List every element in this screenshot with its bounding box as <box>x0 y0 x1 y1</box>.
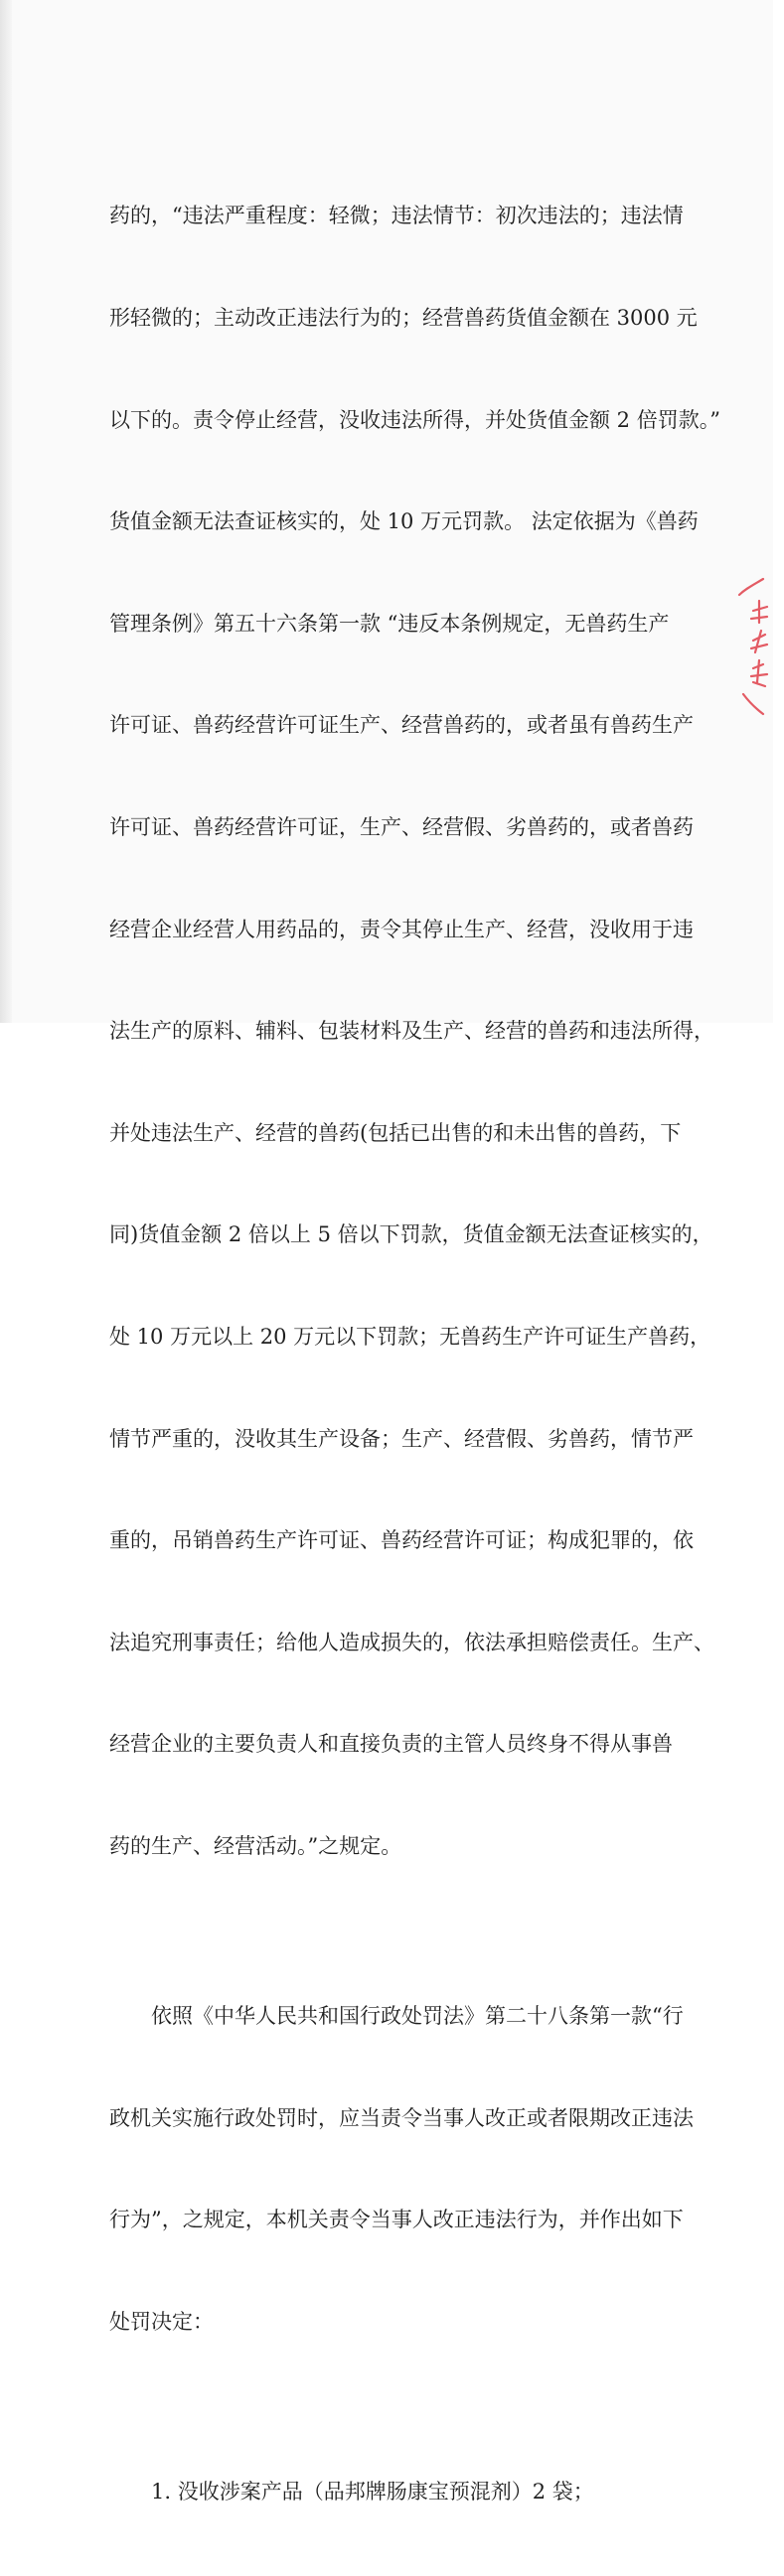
text-line: 许可证、兽药经营许可证，生产、经营假、劣兽药的，或者兽药 <box>109 814 694 839</box>
text-line: 许可证、兽药经营许可证生产、经营兽药的，或者虽有兽药生产 <box>109 713 694 738</box>
text-line: 政机关实施行政处罚时，应当责令当事人改正或者限期改正违法 <box>109 2105 694 2130</box>
text-line: 法追究刑事责任；给他人造成损失的，依法承担赔偿责任。生产、 <box>109 1630 714 1654</box>
scan-right-strip <box>773 0 784 1071</box>
scan-left-edge <box>0 0 12 1071</box>
text-line: 重的，吊销兽药生产许可证、兽药经营许可证；构成犯罪的，依 <box>109 1528 694 1553</box>
text-line: 药的，“违法严重程度：轻微；违法情节：初次违法的；违法情 <box>109 204 684 228</box>
text-line: 处 10 万元以上 20 万元以下罚款；无兽药生产许可证生产兽药， <box>109 1324 711 1349</box>
text-line: 处罚决定： <box>109 2309 214 2334</box>
text-line: 管理条例》第五十六条第一款 “违反本条例规定，无兽药生产 <box>109 611 670 636</box>
paragraph-legal-basis <box>109 131 720 1932</box>
text-line: 并处违法生产、经营的兽药(包括已出售的和未出售的兽药，下 <box>109 1120 682 1145</box>
list-item: 1. 没收涉案产品（品邦牌肠康宝预混剂）2 袋； <box>151 2479 594 2504</box>
text-line: 同)货值金额 2 倍以上 5 倍以下罚款，货值金额无法查证核实的， <box>109 1222 713 1247</box>
document-body <box>109 131 720 2576</box>
text-line: 药的生产、经营活动。”之规定。 <box>109 1833 402 1858</box>
red-seal-fragment <box>723 571 773 720</box>
text-line: 行为”，之规定，本机关责令当事人改正违法行为，并作出如下 <box>109 2208 684 2232</box>
paragraph-penalty-decision <box>109 1932 694 2407</box>
text-line: 依照《中华人民共和国行政处罚法》第二十八条第一款“行 <box>151 2003 684 2028</box>
text-line: 经营企业的主要负责人和直接负责的主管人员终身不得从事兽 <box>109 1732 673 1757</box>
text-line: 经营企业经营人用药品的，责令其停止生产、经营，没收用于违 <box>109 917 694 941</box>
penalty-list <box>109 2406 674 2576</box>
text-line: 情节严重的，没收其生产设备；生产、经营假、劣兽药，情节严 <box>109 1426 694 1451</box>
text-line: 法生产的原料、辅料、包装材料及生产、经营的兽药和违法所得， <box>109 1019 714 1044</box>
text-line: 以下的。责令停止经营，没收违法所得，并处货值金额 2 倍罚款。” <box>109 407 720 432</box>
text-line: 形轻微的；主动改正违法行为的；经营兽药货值金额在 3000 元 <box>109 306 698 330</box>
text-line: 货值金额无法查证核实的，处 10 万元罚款。 法定依据为《兽药 <box>109 509 699 534</box>
